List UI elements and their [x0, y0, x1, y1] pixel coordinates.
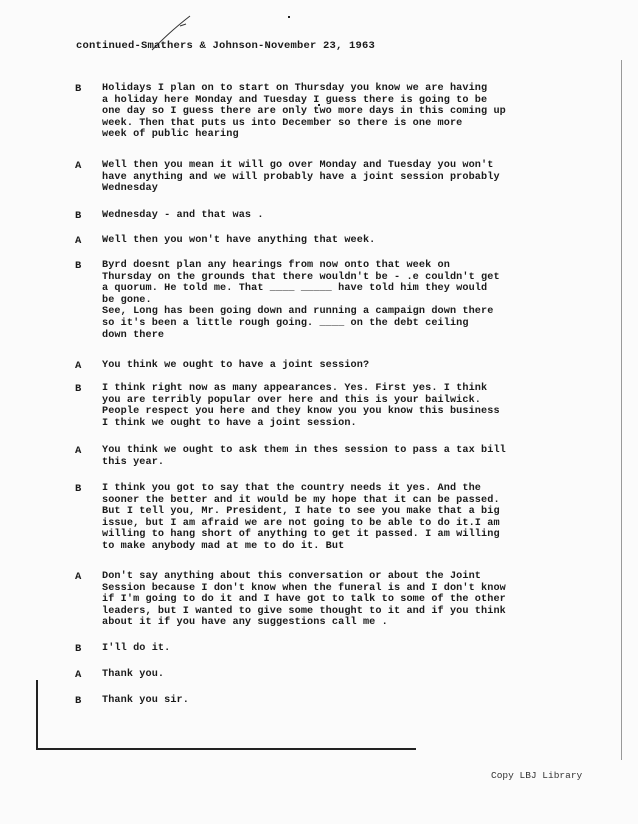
speech-line: Wednesday - and that was . [102, 210, 264, 221]
speech-text [102, 210, 264, 222]
speech-text [102, 643, 170, 655]
library-credit: Copy LBJ Library [491, 770, 583, 781]
speech-line: Byrd doesnt plan any hearings from now onto that week on [102, 260, 450, 271]
speech-line: have anything and we will probably have a joint session probably [102, 171, 500, 183]
speech-line: if I'm going to do it and I have got to talk to some of the other [102, 594, 506, 606]
speech-line: Well then you won't have anything that week. [102, 235, 376, 246]
speaker-label: B [75, 695, 82, 707]
speech-line: so it's been a little rough going. ____ on the debt ceiling [102, 317, 469, 329]
speech-text [102, 360, 369, 372]
speech-line: be gone. [102, 294, 152, 306]
speech-line: about it if you have any suggestions call me . [102, 617, 388, 629]
speech-line: Thank you. [102, 669, 165, 680]
left-edge-line [36, 680, 38, 750]
speech-text [102, 571, 506, 629]
speech-line: Thank you sir. [102, 695, 189, 706]
speech-line: Holidays I plan on to start on Thursday you know we are having [102, 83, 488, 94]
speech-line: I think you got to say that the country needs it yes. And the [102, 483, 482, 494]
speaker-label: B [75, 483, 82, 495]
speech-line: down there [102, 329, 165, 341]
speech-line: this year. [102, 456, 165, 468]
speech-line: one day so I guess there are only two more days in this coming up [102, 106, 506, 118]
speech-text [102, 483, 500, 553]
speech-line: a quorum. He told me. That ____ _____ have told him they would [102, 283, 488, 295]
right-edge-line [621, 60, 622, 760]
speech-line: to make anybody mad at me to do it. But [102, 540, 345, 552]
page-header: continued-Smathers & Johnson-November 23, 1963 [76, 40, 376, 52]
speech-line: you are terribly popular over here and this is your bailwick. [102, 394, 482, 406]
speaker-label: B [75, 210, 82, 222]
speech-line: Thursday on the grounds that there wouldn't be - .e couldn't get [102, 271, 500, 283]
bottom-edge-line [36, 748, 416, 750]
speech-line: issue, but I am afraid we are not going to be able to do it.I am [102, 517, 500, 529]
speech-text [102, 83, 506, 141]
speech-line: I think we ought to have a joint session. [102, 417, 357, 429]
speech-line: I think right now as many appearances. Yes. First yes. I think [102, 383, 488, 394]
speaker-label: B [75, 260, 82, 272]
speech-line: Session because I don't know when the funeral is and I don't know [102, 582, 506, 594]
speech-line: willing to hang short of anything to get it passed. I am willing [102, 529, 500, 541]
speech-line: leaders, but I wanted to give some thought to it and if you think [102, 605, 506, 617]
speech-line: See, Long has been going down and running a campaign down there [102, 306, 494, 318]
speech-line: You think we ought to have a joint session? [102, 360, 370, 371]
speech-text [102, 669, 164, 681]
speaker-label: A [75, 160, 82, 172]
speech-line: People respect you here and they know you you know this business [102, 406, 500, 418]
speech-text [102, 260, 500, 341]
speaker-label: B [75, 83, 82, 95]
speech-line: Don't say anything about this conversation or about the Joint [102, 571, 482, 582]
speaker-label: A [75, 445, 82, 457]
speech-line: week. Then that puts us into December so there is one more [102, 117, 463, 129]
scan-dot [288, 16, 290, 18]
speech-text [102, 383, 500, 429]
speech-line: sooner the better and it would be my hope that it can be passed. [102, 494, 500, 506]
speaker-label: A [75, 360, 82, 372]
speaker-label: A [75, 669, 82, 681]
speech-line: week of public hearing [102, 129, 239, 141]
speaker-label: A [75, 235, 82, 247]
speaker-label: B [75, 383, 82, 395]
speech-line: a holiday here Monday and Tuesday I guess there is going to be [102, 94, 488, 106]
speaker-label: B [75, 643, 82, 655]
speech-text [102, 235, 375, 247]
speech-line: I'll do it. [102, 643, 171, 654]
speech-text [102, 695, 189, 707]
speech-text [102, 445, 506, 468]
speech-line: Well then you mean it will go over Monday and Tuesday you won't [102, 160, 494, 171]
speaker-label: A [75, 571, 82, 583]
speech-line: But I tell you, Mr. President, I hate to see you make that a big [102, 506, 500, 518]
speech-line: Wednesday [102, 183, 158, 195]
speech-text [102, 160, 500, 195]
speech-line: You think we ought to ask them in thes session to pass a tax bill [102, 445, 506, 456]
